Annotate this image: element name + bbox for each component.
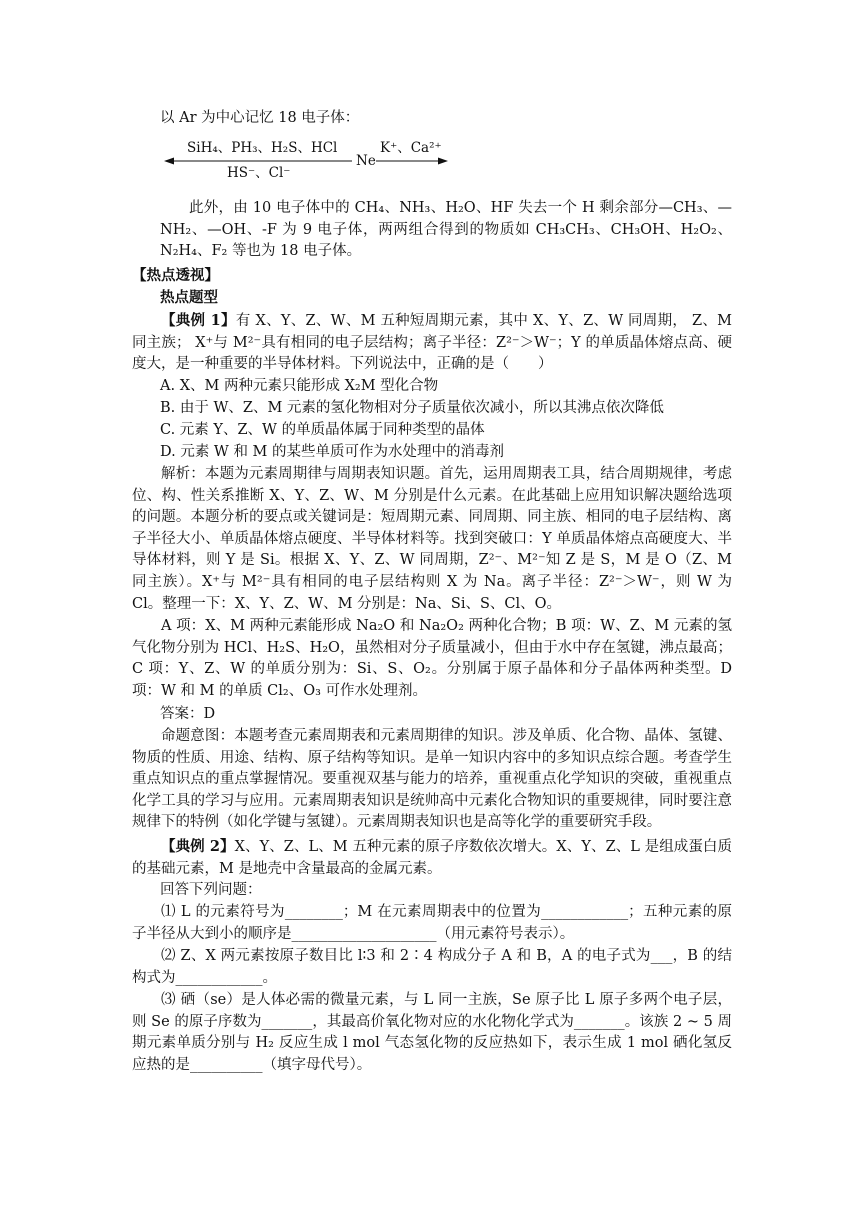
- option-d: D. 元素 W 和 M 的某些单质可作为水处理中的消毒剂: [160, 444, 505, 460]
- electron-diagram: [160, 130, 460, 190]
- diagram-center: Ne: [356, 153, 376, 169]
- diagram-left-top: SiH₄、PH₃、H₂S、HCl: [187, 140, 338, 156]
- option-a: A. X、M 两种元素只能形成 X₂M 型化合物: [160, 378, 439, 394]
- intro-18-electron: 以 Ar 为中心记忆 18 电子体：: [160, 110, 360, 126]
- example-2-stem: [132, 836, 732, 880]
- section-title: 【热点透视】: [132, 267, 219, 284]
- example-2-q1: ⑴ L 的元素符号为________；M 在元素周期表中的位置为____________；五种元素的原子半径从大到小的顺序是____________________（用元素符号表示）。: [132, 904, 732, 942]
- example-2-prompt: 回答下列问题：: [160, 882, 262, 898]
- option-c: C. 元素 Y、Z、W 的单质晶体属于同种类型的晶体: [160, 422, 485, 438]
- example-2-text: X、Y、Z、L、M 五种元素的原子序数依次增大。X、Y、Z、L 是组成蛋白质的基础元素，M 是地壳中含量最高的金属元素。: [132, 839, 732, 877]
- diagram-right-top: K⁺、Ca²⁺: [380, 140, 442, 156]
- example-1-text: 有 X、Y、Z、W、M 五种短周期元素，其中 X、Y、Z、W 同周期， Z、M 同主族； X⁺与 M²⁻具有相同的电子层结构；离子半径：Z²⁻＞W⁻；Y 的单质晶体熔点高、硬度大，是一种重要的半导体材料。下列说法中，正确的是（ ）: [132, 313, 732, 373]
- example-1-label: 【典例 1】: [161, 312, 236, 329]
- subsection-title: 热点题型: [160, 289, 218, 306]
- example-2-label: 【典例 2】: [161, 838, 235, 855]
- example-1-stem: [132, 310, 732, 376]
- example-1-intent: 命题意图：本题考查元素周期表和元素周期律的知识。涉及单质、化合物、晶体、氢键、物质的性质、用途、结构、原子结构等知识。是单一知识内容中的多知识点综合题。考查学生重点知识点的重点掌握情况。要重视双基与能力的培养，重视重点化学知识的突破，重视重点化学工具的学习与应用。元素周期表知识是统帅高中元素化合物知识的重要规律，同时要注意规律下的特例（如化学键与氢键）。元素周期表知识也是高等化学的重要研究手段。: [132, 728, 732, 831]
- para-9-electron: 此外，由 10 电子体中的 CH₄、NH₃、H₂O、HF 失去一个 H 剩余部分—CH₃、—NH₂、—OH、-F 为 9 电子体，两两组合得到的物质如 CH₃CH₃、CH₃OH、H₂O₂、N₂H₄、F₂ 等也为 18 电子体。: [160, 200, 732, 260]
- example-1-options-analysis: A 项：X、M 两种元素能形成 Na₂O 和 Na₂O₂ 两种化合物；B 项：W、Z、M 元素的氢气化物分别为 HCl、H₂S、H₂O，虽然相对分子质量减小，但由于水中存在氢键，沸点最高；C 项：Y、Z、W 的单质分别为：Si、S、O₂。分别属于原子晶体和分子晶体两种类型。D 项：W 和 M 的单质 Cl₂、O₃ 可作水处理剂。: [132, 618, 732, 699]
- diagram-arrows: [160, 130, 460, 190]
- example-1-analysis: 解析：本题为元素周期律与周期表知识题。首先，运用周期表工具，结合周期规律，考虑位、构、性关系推断 X、Y、Z、W、M 分别是什么元素。在此基础上应用知识解决题给选项的问题。本题分析的要点或关键词是：短周期元素、同周期、同主族、相同的电子层结构、离子半径大小、单质晶体熔点硬度、半导体材料等。找到突破口：Y 单质晶体熔点高硬度大、半导体材料，则 Y 是 Si。根据 X、Y、Z、W 同周期，Z²⁻、M²⁻知 Z 是 S，M 是 O（Z、M 同主族）。X⁺与 M²⁻具有相同的电子层结构则 X 为 Na。离子半径：Z²⁻＞W⁻，则 W 为 Cl。整理一下：X、Y、Z、W、M 分别是：Na、Si、S、Cl、O。: [132, 466, 732, 612]
- example-2-q2: ⑵ Z、X 两元素按原子数目比 l∶3 和 2∶4 构成分子 A 和 B，A 的电子式为___，B 的结构式为____________。: [132, 948, 732, 986]
- diagram-left-bottom: HS⁻、Cl⁻: [227, 165, 291, 181]
- example-1-answer: 答案：D: [160, 706, 216, 722]
- option-b: B. 由于 W、Z、M 元素的氢化物相对分子质量依次减小，所以其沸点依次降低: [160, 400, 664, 416]
- example-2-q3: ⑶ 硒（se）是人体必需的微量元素，与 L 同一主族，Se 原子比 L 原子多两个电子层，则 Se 的原子序数为_______，其最高价氧化物对应的水化物化学式为_______。该族 2 ~ 5 周期元素单质分别与 H₂ 反应生成 l mol 气态氢化物的反应热如下，表示生成 1 mol 硒化氢反应热的是__________（填字母代号）。: [132, 992, 732, 1073]
